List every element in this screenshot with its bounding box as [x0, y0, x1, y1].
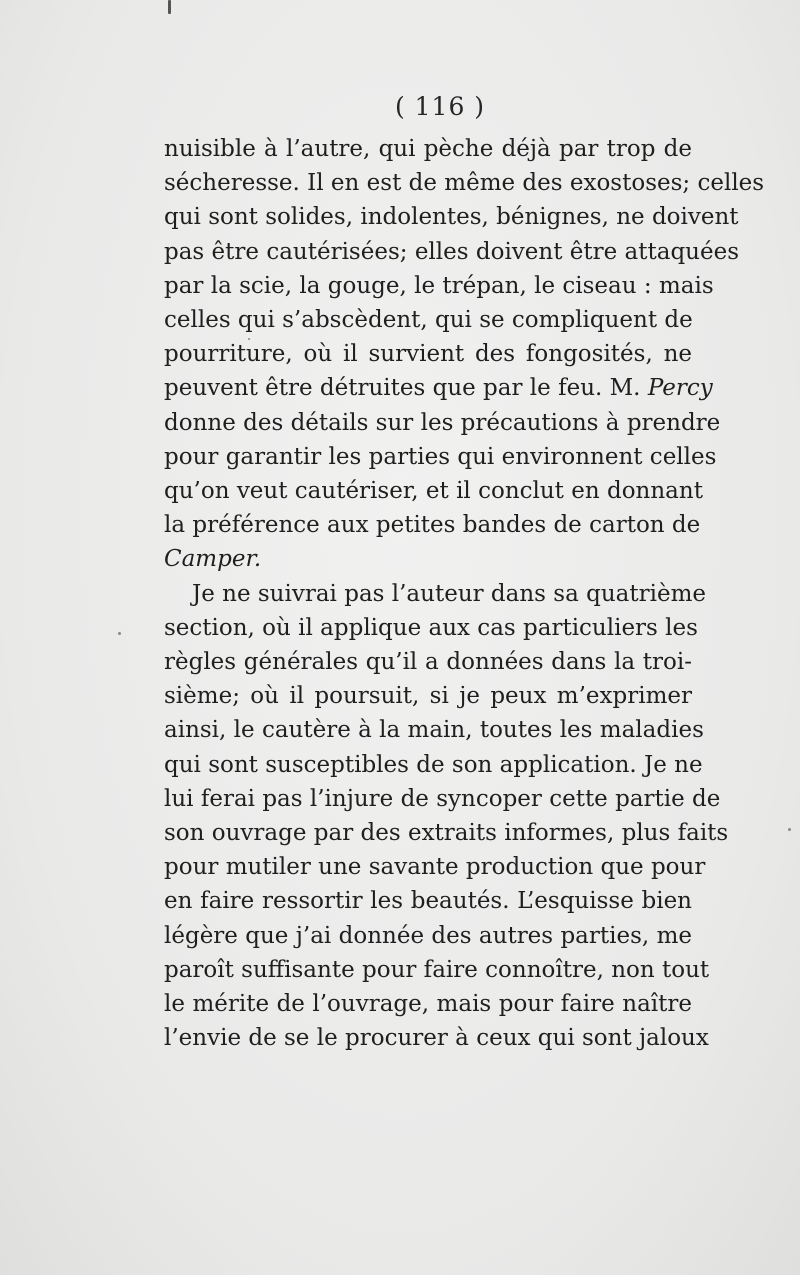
body-text [164, 132, 765, 1055]
page-edge-mark [168, 0, 171, 14]
text-line-27: l’envie de se le procurer à ceux qui sont jaloux [164, 1025, 709, 1052]
text-line-8 [164, 371, 713, 405]
text-line-17: sième; où il poursuit, si je peux m’exprimer [164, 683, 692, 710]
text-line-24: légère que j’ai donnée des autres parties, me [164, 922, 692, 949]
text-line-9: donne des détails sur les précautions à prendre [164, 409, 721, 436]
page-number: ( 116 ) [394, 92, 486, 121]
text-line-5: par la scie, la gouge, le trépan, le ciseau : mais [164, 272, 714, 299]
paper-speck [118, 632, 121, 635]
text-line-7: pourriture, où il survient des fongosités, ne [164, 341, 692, 368]
text-line-6: celles qui s’abscèdent, qui se compliquent de [164, 307, 693, 334]
text-line-11: qu’on veut cautériser, et il conclut en donnant [164, 478, 703, 505]
text-line-4: pas être cautérisées; elles doivent être attaquées [164, 238, 740, 265]
text-line-10: pour garantir les parties qui environnent celles [164, 443, 717, 470]
text-line-1: nuisible à l’autre, qui pèche déjà par trop de [164, 136, 692, 162]
text-line-25: paroît suffisante pour faire connoître, non tout [164, 956, 710, 983]
paper-speck [788, 828, 791, 831]
text-line-20: lui ferai pas l’injure de syncoper cette partie de [164, 785, 721, 812]
text-line-19: qui sont susceptibles de son application. Je ne [164, 751, 703, 778]
author-name-percy: Percy [647, 375, 713, 402]
text-line-22: pour mutiler une savante production que pour [164, 854, 706, 881]
text-line-12: la préférence aux petites bandes de carton de [164, 512, 701, 539]
text-line-21: son ouvrage par des extraits informes, plus faits [164, 820, 729, 847]
paper-speck [248, 338, 250, 340]
text-line-14: Je ne suivrai pas l’auteur dans sa quatrième [192, 580, 706, 607]
text-line-15: section, où il applique aux cas particuliers les [164, 614, 698, 641]
text-line-8-main: peuvent être détruites que par le feu. M. [164, 375, 641, 402]
text-line-3: qui sont solides, indolentes, bénignes, ne doivent [164, 204, 739, 231]
text-line-2: sécheresse. Il en est de même des exostoses; celles [164, 170, 765, 197]
author-name-camper: Camper. [164, 546, 262, 573]
text-line-16: règles générales qu’il a données dans la troi- [164, 649, 692, 676]
text-line-26: le mérite de l’ouvrage, mais pour faire naître [164, 991, 692, 1018]
text-line-18: ainsi, le cautère à la main, toutes les maladies [164, 717, 704, 744]
text-line-23: en faire ressortir les beautés. L’esquisse bien [164, 888, 692, 915]
